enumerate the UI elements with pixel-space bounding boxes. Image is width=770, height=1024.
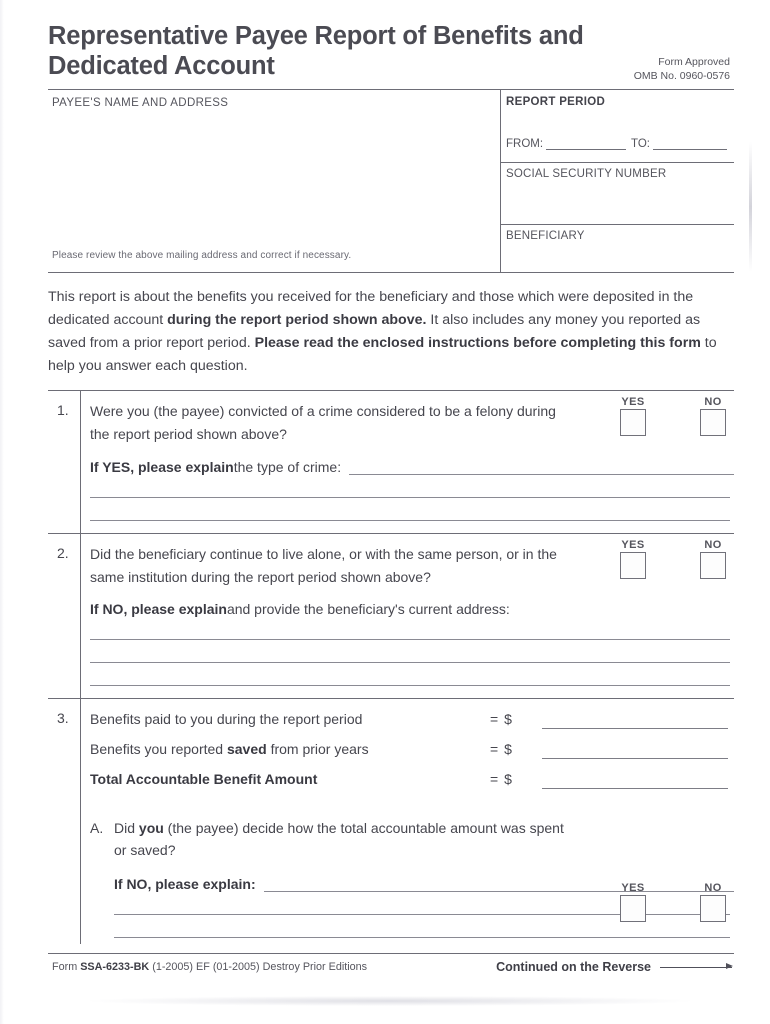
question-3a-yes-checkbox[interactable] [620, 895, 646, 922]
payee-name-address-label: PAYEE'S NAME AND ADDRESS [52, 97, 229, 109]
question-2-blank-line[interactable] [90, 685, 730, 686]
form-number: SSA-6233-BK [80, 961, 150, 974]
question-1-explain-input[interactable] [349, 460, 734, 475]
question-2-no-checkbox[interactable] [700, 552, 726, 579]
intro-part-1: This report is about the benefits you received for the beneficiary and those which were deposited in the dedicated account [48, 289, 694, 328]
no-label: NO [704, 539, 722, 552]
question-1-answer-group [620, 396, 726, 436]
omb-approval-block [634, 55, 730, 83]
question-3a-text-bold: you [138, 819, 164, 836]
to-label: TO: [631, 138, 651, 150]
question-2-blank-line[interactable] [90, 662, 730, 663]
header-vertical-divider [500, 90, 501, 273]
form-identifier [52, 961, 367, 973]
total-accountable-row [90, 768, 734, 791]
question-2-yes-option[interactable] [620, 539, 646, 579]
question-3a-text-before: Did [114, 819, 139, 836]
yes-label: YES [621, 539, 645, 552]
question-1-explain-row [90, 459, 734, 475]
intro-bold-1: during the report period shown above. [167, 312, 427, 328]
question-3a-explain-bold: If NO, please explain: [114, 876, 256, 893]
continued-notice [496, 960, 732, 974]
question-3 [48, 699, 734, 944]
question-2-no-option[interactable] [700, 539, 726, 579]
question-2-number: 2. [57, 545, 69, 562]
question-2-blank-line[interactable] [90, 639, 730, 640]
report-period-dates [506, 138, 732, 150]
beneficiary-section-divider [500, 224, 734, 225]
benefits-saved-label-before: Benefits you reported [90, 740, 227, 757]
benefits-saved-equals: = $ [490, 740, 513, 757]
continued-label: Continued on the Reverse [496, 960, 651, 975]
question-1-yes-checkbox[interactable] [620, 409, 646, 436]
question-2-answer-group [620, 539, 726, 579]
benefits-saved-label-bold: saved [226, 740, 267, 757]
scan-line-artifact [749, 142, 752, 272]
intro-part-2: It also includes any money you reported as saved from a prior report period. [48, 312, 701, 351]
page-title: Representative Payee Report of Benefits and Dedicated Account [48, 22, 584, 80]
question-3-vertical-rule [80, 699, 81, 944]
question-1-explain-rest: the type of crime: [233, 459, 342, 476]
benefits-paid-input[interactable] [542, 728, 728, 729]
to-date-input[interactable] [653, 138, 727, 150]
total-accountable-input[interactable] [542, 788, 728, 789]
arrow-right-icon [660, 967, 732, 968]
question-1-vertical-rule [80, 391, 81, 533]
from-label: FROM: [506, 138, 544, 150]
total-accountable-label: Total Accountable Benefit Amount [90, 770, 318, 787]
scan-smudge-artifact [90, 996, 690, 1006]
no-label: NO [704, 881, 722, 894]
question-1-number: 1. [57, 402, 69, 418]
review-address-note: Please review the above mailing address and correct if necessary. [52, 250, 352, 261]
question-3a-text-after: (the payee) decide how the total accountable amount was spent or saved? [114, 819, 564, 859]
ssn-label: SOCIAL SECURITY NUMBER [506, 168, 667, 180]
question-3-number: 3. [57, 709, 69, 726]
intro-part-3: to help you answer each question. [48, 335, 717, 374]
benefits-saved-label-after: from prior years [266, 740, 369, 757]
beneficiary-label: BENEFICIARY [506, 230, 585, 242]
omb-number: OMB No. 0960-0576 [633, 70, 730, 83]
question-1-no-checkbox[interactable] [700, 409, 726, 436]
question-1 [48, 391, 734, 534]
question-3a-no-option[interactable] [700, 882, 726, 922]
form-prefix: Form [52, 961, 81, 974]
question-2-explain-rest: and provide the beneficiary's current address: [226, 600, 510, 617]
intro-paragraph [48, 286, 724, 378]
form-edition: (1-2005) EF (01-2005) Destroy Prior Editions [149, 961, 368, 974]
intro-bold-2: Please read the enclosed instructions before completing this form [254, 335, 701, 351]
total-accountable-equals: = $ [490, 770, 513, 787]
question-1-explain-bold: If YES, please explain [90, 459, 234, 476]
question-2-explain-bold: If NO, please explain [90, 600, 227, 617]
question-2-yes-checkbox[interactable] [620, 552, 646, 579]
question-1-text: Were you (the payee) convicted of a crime considered to be a felony during the report period shown above? [90, 403, 556, 442]
question-2-text: Did the beneficiary continue to live alone, or with the same person, or in the same institution during the report period shown above? [90, 546, 557, 586]
from-date-input[interactable] [546, 138, 626, 150]
no-label: NO [704, 396, 722, 408]
question-2-explain-row [90, 601, 734, 617]
question-1-blank-line[interactable] [90, 497, 730, 498]
form-footer [48, 953, 734, 982]
yes-label: YES [621, 881, 645, 894]
question-3a-blank-line[interactable] [114, 937, 730, 938]
scan-edge-artifact [0, 0, 4, 1024]
benefits-saved-row [90, 738, 734, 761]
report-period-label: REPORT PERIOD [506, 96, 606, 108]
question-3a-letter: A. [90, 819, 104, 836]
yes-label: YES [621, 396, 645, 408]
ssn-section-divider [500, 162, 734, 163]
benefits-paid-row [90, 708, 734, 731]
title-row [48, 22, 734, 84]
benefits-paid-equals: = $ [490, 710, 513, 727]
form-content [48, 22, 734, 982]
question-1-blank-line[interactable] [90, 520, 730, 521]
question-1-no-option[interactable] [700, 396, 726, 436]
question-3a-no-checkbox[interactable] [700, 895, 726, 922]
question-3a-text [90, 817, 564, 862]
question-3a-yes-option[interactable] [620, 882, 646, 922]
benefits-saved-input[interactable] [542, 758, 728, 759]
question-1-yes-option[interactable] [620, 396, 646, 436]
header-bottom-divider [48, 272, 734, 273]
header-fields-box [48, 89, 734, 273]
question-2 [48, 534, 734, 698]
question-3a-answer-group [620, 882, 726, 922]
form-approved-label: Form Approved [658, 56, 730, 68]
question-2-vertical-rule [80, 534, 81, 697]
questions-section [48, 390, 734, 944]
benefits-paid-label: Benefits paid to you during the report period [90, 710, 363, 727]
